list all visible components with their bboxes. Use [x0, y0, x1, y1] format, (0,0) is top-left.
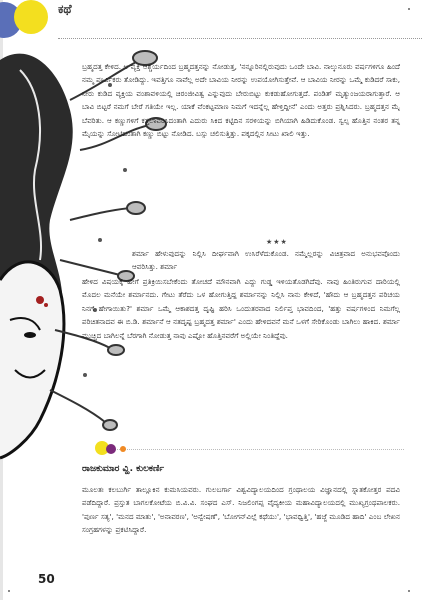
crop-mark [408, 590, 410, 592]
page-number: 50 [38, 572, 55, 586]
article-paragraph-2-lead: ಶರ್ಮಾ ಹೇಳುವುದನ್ನು ನಿಲ್ಲಿಸಿ ದೀರ್ಘವಾಗಿ ಉಸಿರೆಳೆದುಕೊಂಡ. ನಮ್ಮೆಲ್ಲರನ್ನು ವಿಚಿತ್ರವಾದ ಅನುಭವವೊಂದು ಆವರಿಸಿತ್ತು. ಶರ್ಮಾ [132, 249, 400, 272]
decor-dot-orange [120, 446, 126, 452]
section-separator: ★★★ [266, 238, 288, 246]
decor-dot-purple [106, 444, 116, 454]
author-bio: ಮೂಲತಃ ಕಲಬುರ್ಗಿ ತಾಲ್ಲೂಕಿನ ಕುಮಸಿಯವರು. ಗುಲಬರ್ಗಾ ವಿಶ್ವವಿದ್ಯಾಲಯದಿಂದ ಗ್ರಂಥಾಲಯ ವಿಜ್ಞಾನದಲ್ಲಿ ಸ್ನಾತಕೋತ್ತರ ಪದವಿ ಪಡೆದಿದ್ದಾರೆ. ಪ್ರಸ್ತುತ ಬಾಗಲಕೋಟೆಯ ಬಿ.ವಿ.ವಿ. ಸಂಘದ ಎಸ್. ನಿಜಲಿಂಗಪ್ಪ ವೈದ್ಯಕೀಯ ಮಹಾವಿದ್ಯಾಲಯದಲ್ಲಿ ಮುಖ್ಯಗ್ರಂಥಪಾಲಕರು. 'ಪುರ್ಣ ಸತ್ಯ', 'ಮನದ ಮಾತು', 'ಅನಾವರಣ', 'ಅನ್ವೇಷಣೆ', 'ಬೋಗನ್‌ವಿಲ್ಲೆ ಕಥೆಯು', 'ಭಾವಧ್ವಿತ್ತಿ', 'ಹಜ್ಜೆ ಮೂಡಿದ ಹಾದಿ' ಎಂಬ ಲೇಖನ ಸಂಗ್ರಹಗಳನ್ನು ಪ್ರಕಟಿಸಿದ್ದಾರೆ. [82, 485, 400, 535]
section-label: ಕಥೆ [58, 2, 72, 16]
header-yellow-circle [14, 0, 48, 34]
author-dotted-rule [110, 449, 404, 450]
crop-mark [408, 8, 410, 10]
article-paragraph-1: ಬ್ರಹ್ಮದತ್ತ ಕೇಳಿದ. ಆ ವ್ಯಕ್ತಿ ಆಶ್ಚರ್ಯದಿಂದ ಬ್ರಹ್ಮದತ್ತನನ್ನು ನೋಡುತ್ತ, 'ನನ್ನೂರಿನಲ್ಲಿರುವುದು ಒಂದೇ ಬಾವಿ. ನಾಲ್ಕುನೂರು ವರ್ಷಗಳಿಗೂ ಹಿಂದೆ ನಮ್ಮ ಪೂರ್ವಿಕರು ತೋಡಿದ್ದು. ಇವತ್ತಿಗೂ ನಾವೆಲ್ಲ ಅದೇ ಬಾವಿಯ ನೀರನ್ನು ಉಪಯೋಗಿಸುತ್ತೇವೆ. ಆ ಬಾವಿಯ ನೀರನ್ನು ಒಮ್ಮೆ ಕುಡಿದರೆ ಸಾಕು, ನೀರು ಕುಡಿದ ವ್ಯಕ್ತಿಯ ವಂಶಾವಳಿಯಲ್ಲಿ ಚಿರಂಜೀವಿತ್ವ ಎನ್ನುವುದು ಬೇರುಬಿಟ್ಟು ಕುಕಡುಹೋಗುತ್ತದೆ. ಪಂಡಿತ್ ಮೃತ್ಯುಂಜಯರಾಗುತ್ತಾರೆ. ಆ ಬಾವಿ ಬಿಟ್ಟರೆ ನಮಗೆ ಬೇರೆ ಗತಿಯೇ ಇಲ್ಲ. ಯಾಕೆ ವೆಂಕಟ್ಟಮಾಣ ನಿಮಗೆ ಇದನ್ನೆಲ್ಲ ಹೇಳ್ತಿದ್ದೀನೆ' ಎಂದು ಅತ್ತರು ಪ್ರಶ್ನಿಸಿದರು. ಬ್ರಹ್ಮದತ್ತನ ಮೈ ಬೆವರಿತು. ಆ ಕಣ್ಣುಗಳಿಗೆ ಕತ್ತಲಾವರಿಸಿದಂತಾಗಿ ಎದುರು ಸಿಕಿದ ಕಟ್ಟಿದಿನ ಸರಳಿಯನ್ನು ಬಿಗಿಯಾಗಿ ಹಿಡಿದುಕೊಂಡ. ಸ್ವಲ್ಪ ಹೊತ್ತಿನ ನಂತರ ತನ್ನ ಮೈಯನ್ನು ಸೋಟಿದಂತಾಗಿ ಕಣ್ಣು ಬಿಟ್ಟು ನೋಡಿದ. ಬಸ್ಸು ಚಲಿಸುತ್ತಿತ್ತು. ಪಕ್ಕದಲ್ಲಿನ ಸೀಟು ಖಾಲಿ ಇತ್ತು. [82, 62, 400, 139]
crop-mark [8, 590, 10, 592]
article-paragraph-2: ಹೇಳಿದ ವಿಷಯಕ್ಕೆ ಹೇಗೆ ಪ್ರತಿಕ್ರಿಯಿಸಬೇಕೆಂದು ತೋಚದೆ ಮೌನವಾಗಿ ಎದ್ದು ಗುಡ್ಡ ಇಳಿಯತೊಡಗಿದೆವು. ನಾವು ಹಿಂತಿರುಗುವ ದಾರಿಯಲ್ಲಿ ಮೊದಲ ಮನೆಯೇ ಶರ್ಮಾನದು. ಗೇಟು ತೆರೆದು ಒಳ ಹೋಗುತ್ತಿದ್ದ ಶರ್ಮಾನನ್ನು ನಿಲ್ಲಿಸಿ ನಾನು ಕೇಳಿದೆ, 'ಹೌದು ಆ ಬ್ರಹ್ಮದತ್ತನ ಪರಿಚಯ ನಿನಗೆ ಹೇಗಾಯಿತು?' ಶರ್ಮಾ ಒಮ್ಮೆ ಆಕಾಶದತ್ತ ದೃಷ್ಟಿ ಹರಿಸಿ ಒಂದುತರವಾದ ನಿರ್ಲಿಪ್ತ ಭಾವದಿಂದ, 'ಹತ್ತು ವರ್ಷಗಳಿಂದ ನಿಮಗೆಲ್ಲ ಪರಿಚಿತನಾದವ ಈ ಬಿ.ಡಿ. ಶರ್ಮಾನೆ ಆ ನತದೃಷ್ಟ ಬ್ರಹ್ಮದತ್ತ ಶರ್ಮಾ' ಎಂದು ಹೇಳಿದವನೆ ಮನೆ ಒಳಗೆ ಸೇರಿಕೊಂಡು ಬಾಗಿಲು ಹಾಕಿದ. ಶರ್ಮಾ ಮುಚ್ಚಿದ ಬಾಗಿಲನ್ನೆ ಬೆರಗಾಗಿ ನೋಡುತ್ತ ನಾವು ಎಷ್ಟೋ ಹೊತ್ತಿನವರೆಗೆ ಅಲ್ಲಿಯೇ ನಿಂತಿದ್ದೆವು. [82, 277, 400, 340]
author-name: ರಾಜಕುಮಾರ ವ್ಹಿ. ಕುಲಕರ್ಣಿ [82, 464, 165, 474]
